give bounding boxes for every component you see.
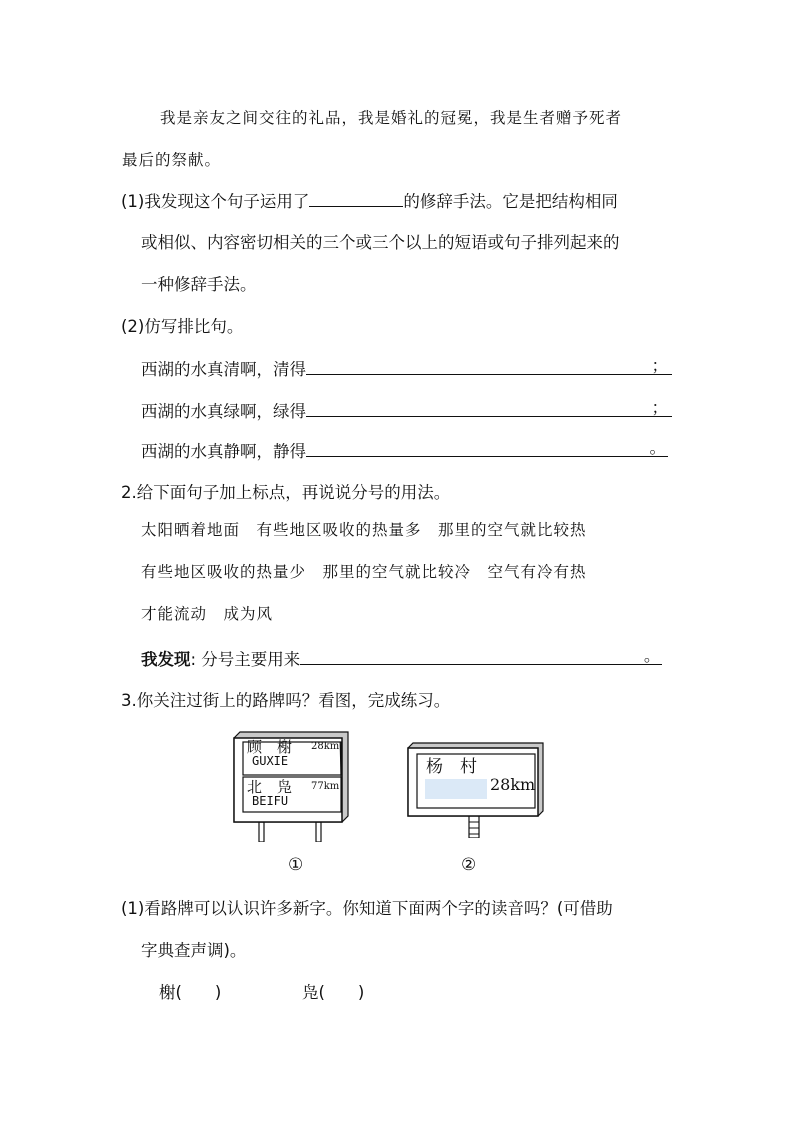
q1-sentence-1-prefix: 西湖的水真清啊，清得 xyxy=(141,360,306,379)
q1-sentence-2-prefix: 西湖的水真绿啊，绿得 xyxy=(141,402,306,421)
q3-char-1[interactable]: 榭( ) xyxy=(159,983,222,1002)
q2-discover-text: : 分号主要用来 xyxy=(190,650,301,669)
q2-discover-blank[interactable] xyxy=(300,648,662,665)
q1-sentence-1-end: ； xyxy=(651,356,668,375)
q1-sentence-3-prefix: 西湖的水真静啊，静得 xyxy=(141,442,306,461)
q2-text-line-3: 才能流动 成为风 xyxy=(141,605,274,623)
q1-sentence-3-end: 。 xyxy=(649,438,666,457)
sign1-row1-pinyin: GUXIE xyxy=(252,754,289,768)
sign2-dist: 28km xyxy=(490,775,536,794)
q1-sentence-1 xyxy=(141,358,672,381)
sign1-row1-name: 顾 榭 xyxy=(247,738,293,756)
q2-text-line-2: 有些地区吸收的热量少 那里的空气就比较冷 空气有冷有热 xyxy=(141,563,587,581)
sign2-label: ② xyxy=(461,855,477,875)
sign1-row2-name: 北 凫 xyxy=(247,778,293,796)
q1-part1-line3: 一种修辞手法。 xyxy=(141,275,257,294)
q2-text-line-1: 太阳晒着地面 有些地区吸收的热量多 那里的空气就比较热 xyxy=(141,521,587,539)
q2-discover xyxy=(141,648,662,671)
q3-char-2[interactable]: 凫( ) xyxy=(302,983,365,1002)
q1-part2-title: (2)仿写排比句。 xyxy=(121,317,244,336)
sign1-row1-dist: 28km xyxy=(311,741,340,752)
q3-part1-line2: 字典查声调)。 xyxy=(141,941,247,960)
sign1-row2-pinyin: BEIFU xyxy=(252,794,289,808)
q3-part1-line1: (1)看路牌可以认识许多新字。你知道下面两个字的读音吗？(可借助 xyxy=(121,899,613,918)
sign1-label: ① xyxy=(288,855,304,875)
q1-sentence-2-end: ； xyxy=(651,398,668,417)
sign1-row2-dist: 77km xyxy=(311,781,340,792)
q1-part1-prefix: (1)我发现这个句子运用了 xyxy=(121,192,310,211)
sign2-name: 杨 村 xyxy=(426,757,477,777)
q1-sentence-3-blank[interactable] xyxy=(306,440,668,457)
q1-rhetoric-blank[interactable] xyxy=(309,190,403,207)
q2-discover-end: 。 xyxy=(643,646,661,665)
q1-sentence-3 xyxy=(141,440,668,463)
q2-title: 2.给下面句子加上标点，再说说分号的用法。 xyxy=(121,483,451,502)
q1-sentence-1-blank[interactable] xyxy=(306,358,672,375)
passage-line-1: 我是亲友之间交往的礼品，我是婚礼的冠冕，我是生者赠予死者 xyxy=(160,109,623,127)
q1-sentence-2 xyxy=(141,400,672,423)
q2-discover-label: 我发现 xyxy=(141,650,191,669)
q1-sentence-2-blank[interactable] xyxy=(306,400,672,417)
q1-part1-suffix: 的修辞手法。它是把结构相同 xyxy=(403,192,618,211)
passage-line-2: 最后的祭献。 xyxy=(122,151,222,169)
q1-part1-line2: 或相似、内容密切相关的三个或三个以上的短语或句子排列起来的 xyxy=(141,233,620,252)
q1-part1-line1 xyxy=(121,190,618,213)
q3-title: 3.你关注过街上的路牌吗？看图，完成练习。 xyxy=(121,691,451,710)
